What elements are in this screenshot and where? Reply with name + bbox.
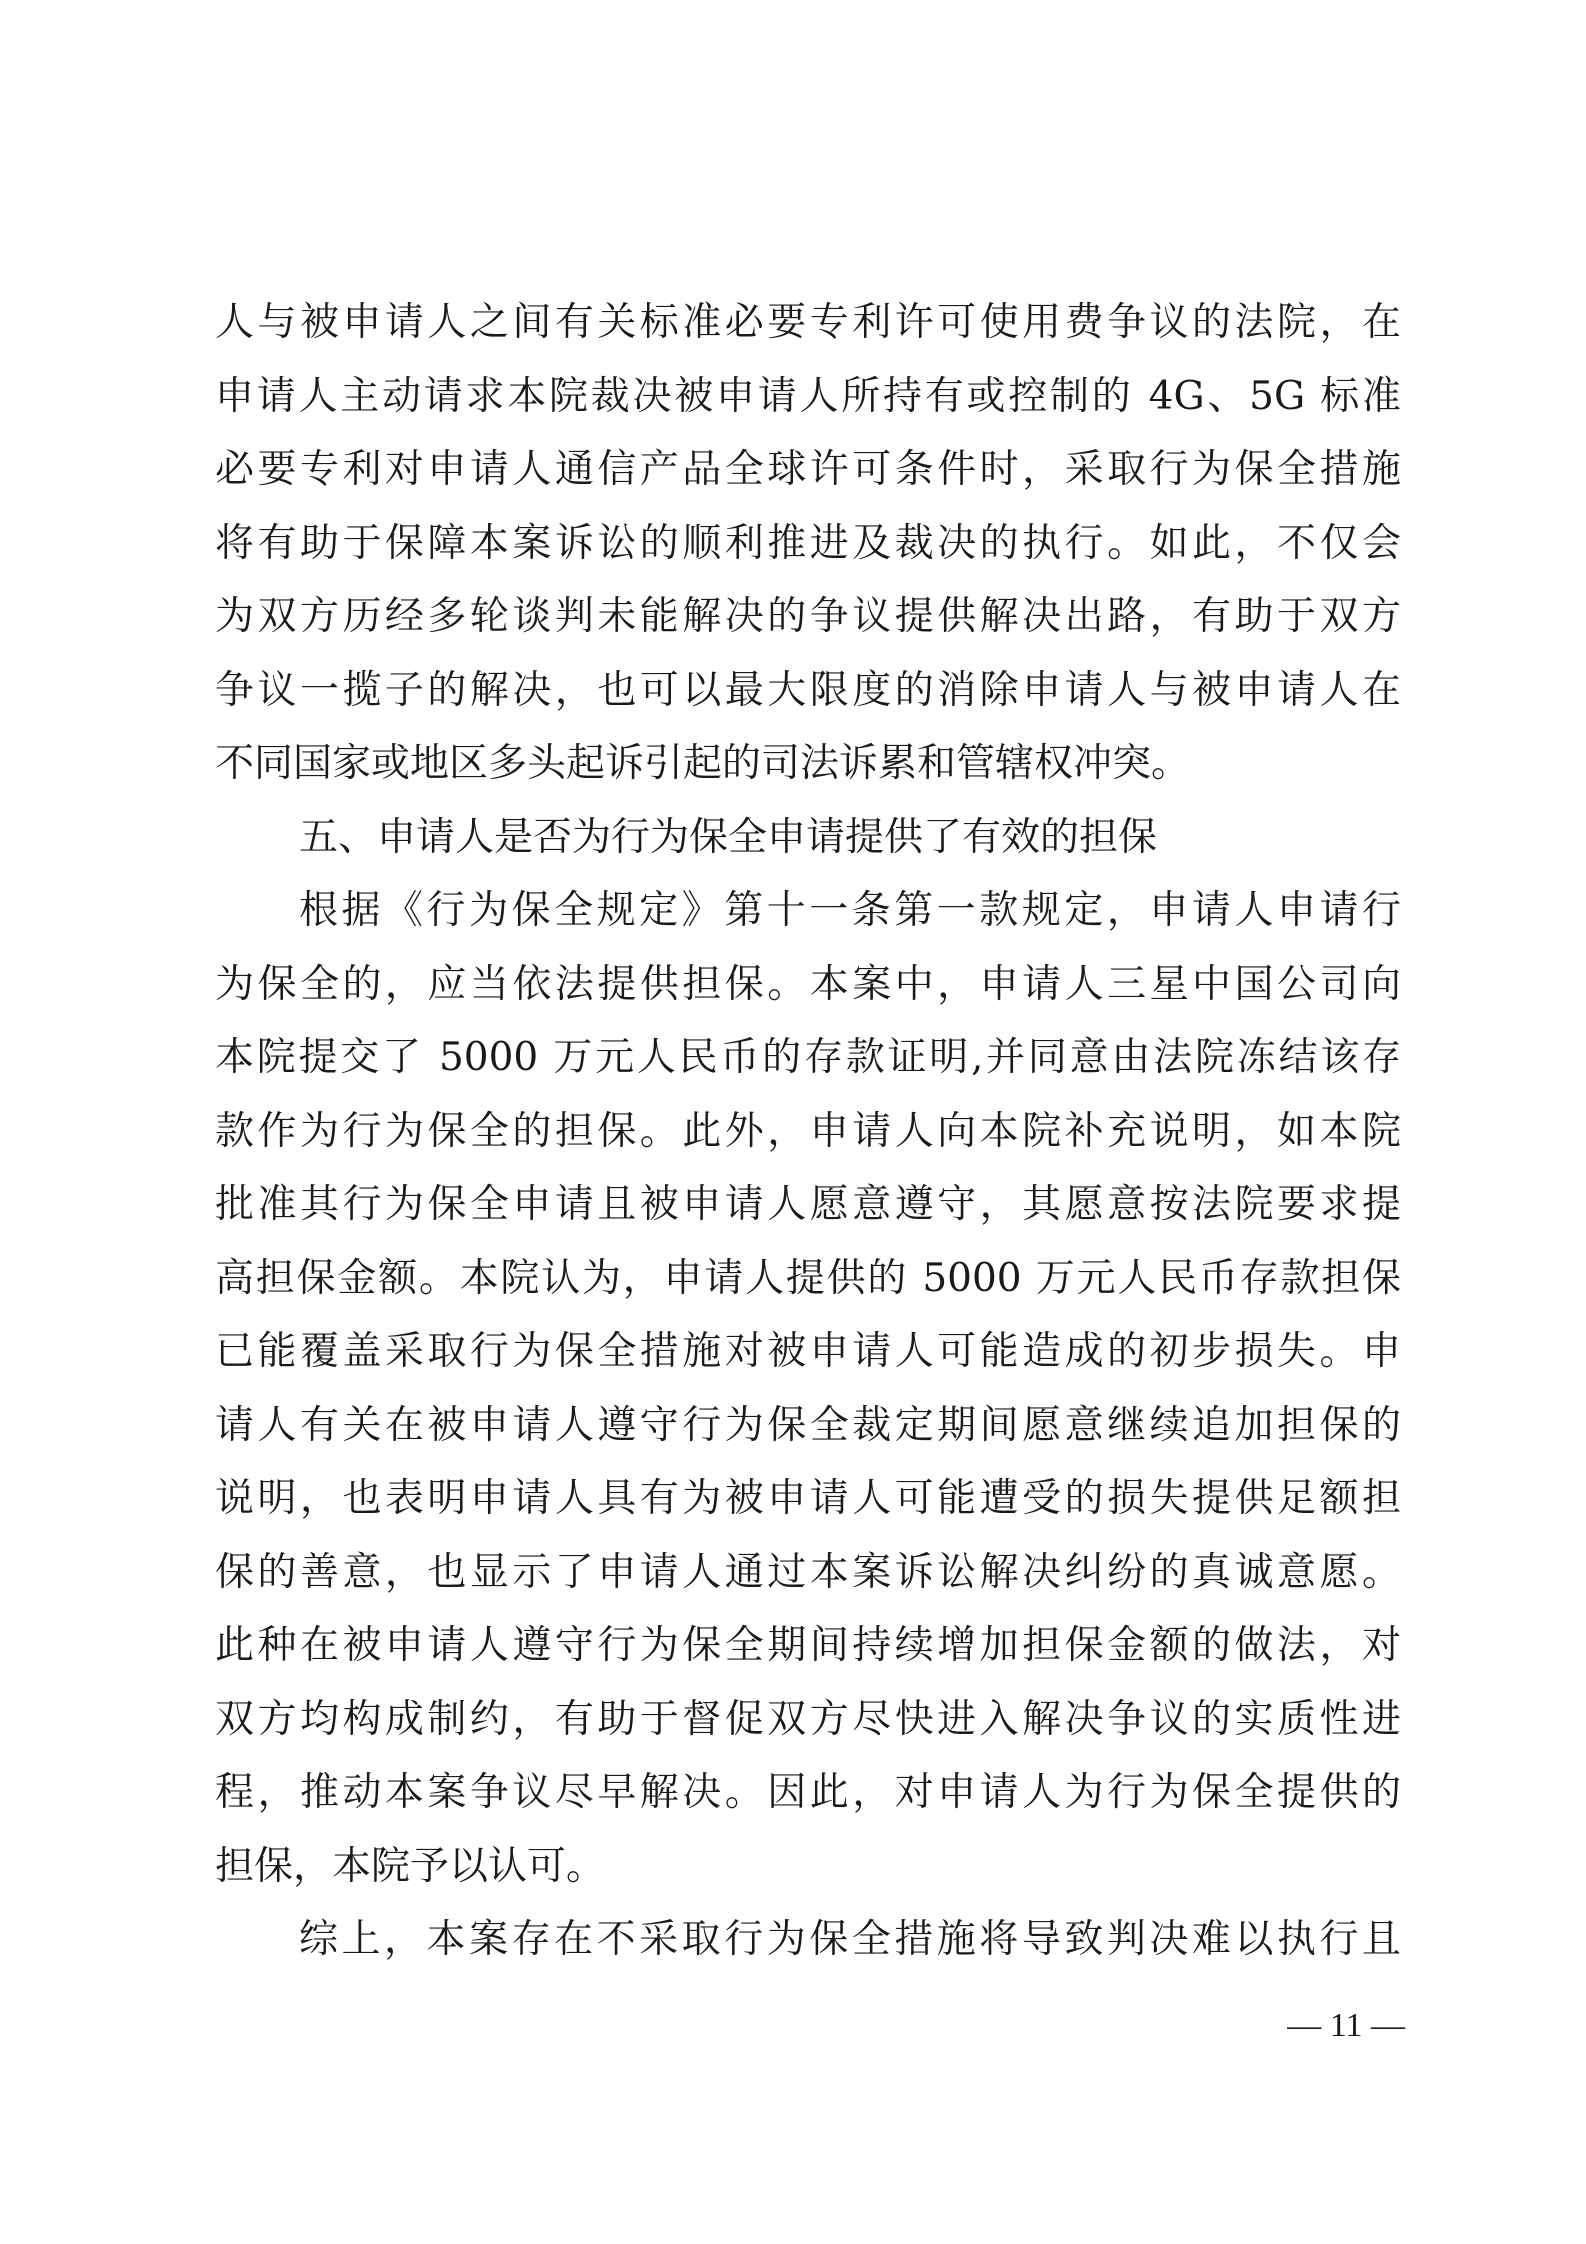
text-line: 将有助于保障本案诉讼的顺利推进及裁决的执行。如此，不仅会 <box>215 520 1401 566</box>
text-line: 批准其行为保全申请且被申请人愿意遵守，其愿意按法院要求提 <box>215 1182 1401 1227</box>
text-line: 高担保金额。本院认为，申请人提供的 5000 万元人民币存款担保 <box>215 1255 1401 1301</box>
section-heading: 五、申请人是否为行为保全申请提供了有效的担保 <box>299 814 1158 860</box>
text-line: 申请人主动请求本院裁决被申请人所持有或控制的 4G、5G 标准 <box>215 373 1401 419</box>
text-line: 人与被申请人之间有关标准必要专利许可使用费争议的法院，在 <box>215 300 1401 345</box>
text-line: 此种在被申请人遵守行为保全期间持续增加担保金额的做法，对 <box>215 1623 1401 1668</box>
text-line: 不同国家或地区多头起诉引起的司法诉累和管辖权冲突。 <box>215 741 1191 786</box>
text-line: 为双方历经多轮谈判未能解决的争议提供解决出路，有助于双方 <box>215 594 1401 639</box>
text-line: 必要专利对申请人通信产品全球许可条件时，采取行为保全措施 <box>215 447 1401 492</box>
page-number: — 11 — <box>1287 2007 1405 2044</box>
text-line: 综上，本案存在不采取行为保全措施将导致判决难以执行且 <box>299 1917 1401 1962</box>
text-line: 为保全的，应当依法提供担保。本案中，申请人三星中国公司向 <box>215 961 1401 1007</box>
document-body <box>215 286 1401 1977</box>
text-line: 保的善意，也显示了申请人通过本案诉讼解决纠纷的真诚意愿。 <box>215 1549 1401 1595</box>
text-line: 本院提交了 5000 万元人民币的存款证明,并同意由法院冻结该存 <box>215 1035 1401 1080</box>
text-line: 程，推动本案争议尽早解决。因此，对申请人为行为保全提供的 <box>215 1770 1401 1815</box>
text-line: 请人有关在被申请人遵守行为保全裁定期间愿意继续追加担保的 <box>215 1402 1401 1448</box>
text-line: 根据《行为保全规定》第十一条第一款规定，申请人申请行 <box>299 888 1401 933</box>
text-line: 争议一揽子的解决，也可以最大限度的消除申请人与被申请人在 <box>215 667 1401 713</box>
text-line: 担保，本院予以认可。 <box>215 1843 606 1889</box>
text-line: 说明，也表明申请人具有为被申请人可能遭受的损失提供足额担 <box>215 1476 1401 1521</box>
text-line: 款作为行为保全的担保。此外，申请人向本院补充说明，如本院 <box>215 1108 1401 1154</box>
text-line: 已能覆盖采取行为保全措施对被申请人可能造成的初步损失。申 <box>215 1329 1401 1374</box>
text-line: 双方均构成制约，有助于督促双方尽快进入解决争议的实质性进 <box>215 1696 1401 1742</box>
